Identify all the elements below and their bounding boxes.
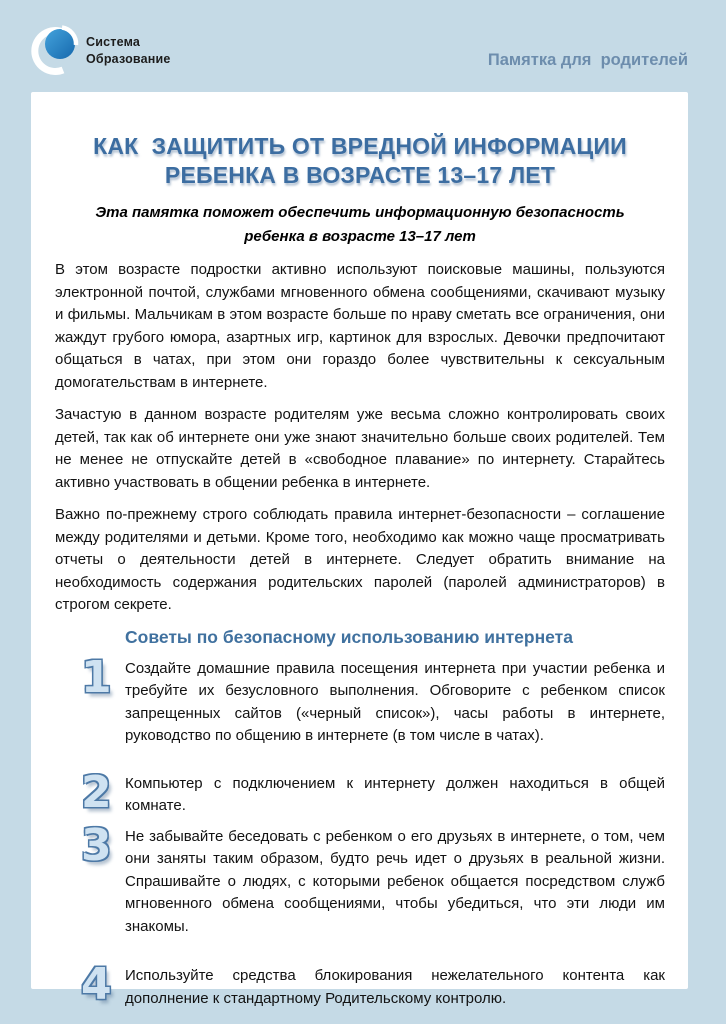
- body-paragraph: Зачастую в данном возрасте родителям уже весьма сложно контролировать своих детей, так как об интернете они уже знают значительно больше своих родителей. Тем не менее не отпускайте детей в «свободное плавание» по интернету. Старайтесь активно участвовать в общении ребенка в интернете.: [55, 406, 665, 491]
- document-title-line2: РЕБЕНКА В ВОЗРАСТЕ 13–17 ЛЕТ: [164, 162, 556, 188]
- tip-text: Используйте средства блокирования нежелательного контента как дополнение к стандартному Родительскому контролю.: [125, 967, 665, 1007]
- document-title: [55, 132, 665, 190]
- list-item: [55, 766, 665, 818]
- header-label: Памятка для родителей: [487, 51, 688, 69]
- document-title-line1: КАК ЗАЩИТИТЬ ОТ ВРЕДНОЙ ИНФОРМАЦИИ: [93, 133, 627, 159]
- logo: [30, 24, 171, 76]
- body-paragraph: Важно по-прежнему строго соблюдать правила интернет-безопасности – соглашение между родителями и детьми. Кроме того, необходимо как можно чаще просматривать отчеты о деятельности детей в интернете. Следует обратить внимание на необходимость содержания родительских паролей (паролей администраторов) в строгом секрете.: [55, 506, 665, 613]
- document-subtitle: [55, 201, 665, 249]
- document-body: [55, 259, 665, 617]
- tip-number-badge: 2: [81, 766, 112, 818]
- list-item: [55, 819, 665, 939]
- logo-wordmark: [86, 24, 171, 68]
- logo-line1: Система: [86, 35, 141, 49]
- tip-number-badge: 1: [81, 651, 112, 703]
- tip-number-badge: 3: [81, 819, 112, 871]
- tip-text: Компьютер с подключением к интернету должен находиться в общей комнате.: [125, 774, 665, 814]
- tip-number-badge: 4: [81, 959, 112, 1010]
- tips-list: [55, 651, 665, 1011]
- list-item: [55, 959, 665, 1010]
- globe-swoosh-icon: [30, 24, 80, 76]
- logo-line2: Образование: [86, 52, 171, 66]
- body-paragraph: В этом возрасте подростки активно используют поисковые машины, пользуются электронной почтой, службами мгновенного обмена сообщениями, скачивают музыку и фильмы. Мальчикам в этом возрасте больше по нраву сметать все ограничения, они жаждут грубого юмора, азартных игр, картинок для взрослых. Девочки предпочитают общаться в чатах, при этом они гораздо более чувствительны к сексуальным домогательствам в интернете.: [55, 261, 665, 391]
- list-item: [55, 651, 665, 748]
- document-subtitle-line1: Эта памятка поможет обеспечить информационную безопасность: [95, 204, 625, 221]
- tip-text: Создайте домашние правила посещения интернета при участии ребенка и требуйте их безусловного выполнения. Обговорите с ребенком список запрещенных сайтов («черный список»), часы работы в интернете, руководство по общению в интернете (в том числе в чатах).: [125, 659, 665, 744]
- section-heading: Советы по безопасному использованию интернета: [125, 626, 573, 647]
- document-subtitle-line2: ребенка в возрасте 13–17 лет: [244, 228, 476, 245]
- tip-text: Не забывайте беседовать с ребенком о его друзьях в интернете, о том, чем они заняты таким образом, будто речь идет о друзьях в реальной жизни. Спрашивайте о людях, с которыми ребенок общается посредством служб мгновенного обмена сообщениями, чтобы убедиться, что эти люди им знакомы.: [125, 827, 665, 935]
- document-card: [31, 92, 688, 1010]
